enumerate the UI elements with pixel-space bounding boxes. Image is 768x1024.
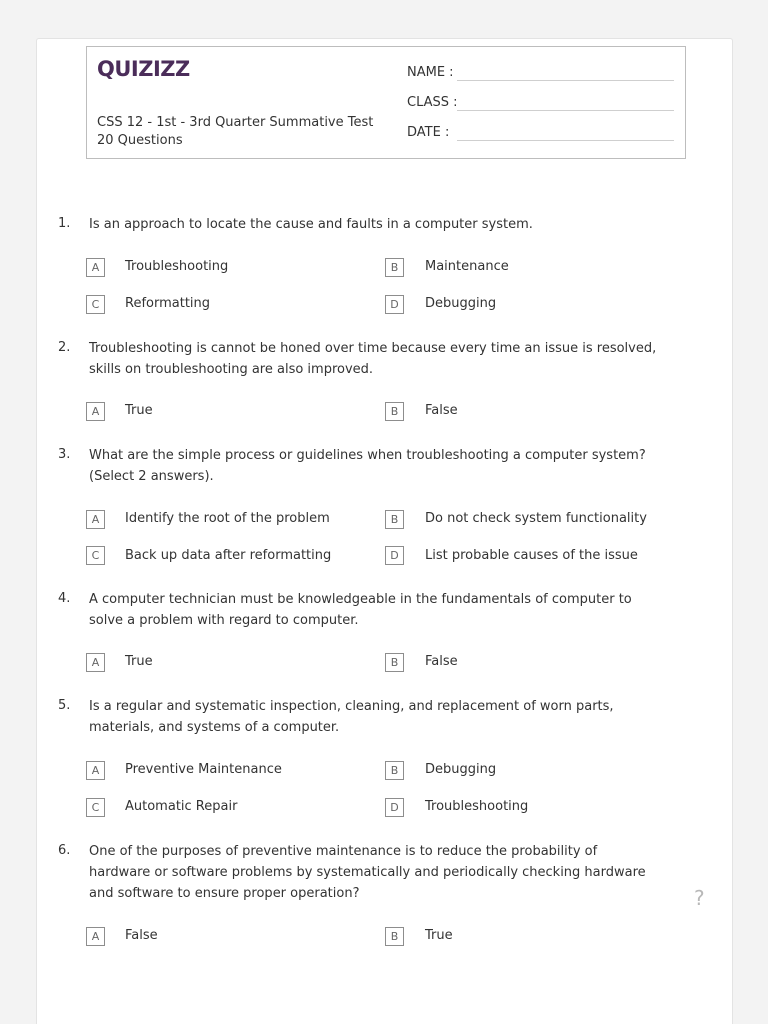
option-letter-box[interactable]: C: [86, 546, 105, 565]
question-text: A computer technician must be knowledgeable in the fundamentals of computer to solve a problem with regard to computer.: [89, 592, 632, 628]
option-text: Troubleshooting: [425, 799, 529, 814]
quizizz-logo: QUIZIZZ: [97, 57, 190, 81]
option-text: Reformatting: [125, 296, 211, 311]
option-letter-box[interactable]: C: [86, 798, 105, 817]
option-letter-box[interactable]: A: [86, 927, 105, 946]
name-line[interactable]: [457, 80, 674, 81]
option-text: Debugging: [425, 296, 497, 311]
option-text: List probable causes of the issue: [425, 548, 638, 563]
date-label: DATE :: [407, 125, 450, 140]
option-text: Preventive Maintenance: [125, 762, 282, 777]
question-text: Is a regular and systematic inspection, cleaning, and replacement of worn parts, materials, and systems of a computer.: [89, 699, 614, 735]
option-letter-box[interactable]: B: [385, 402, 404, 421]
class-line[interactable]: [457, 110, 674, 111]
option-letter-box[interactable]: A: [86, 258, 105, 277]
option-text: False: [425, 654, 458, 669]
date-line[interactable]: [457, 140, 674, 141]
question-text: What are the simple process or guidelines when troubleshooting a computer system? (Select 2 answers).: [89, 448, 646, 484]
question-count: 20 Questions: [97, 133, 183, 148]
question-number: 3.: [58, 447, 71, 462]
name-label: NAME :: [407, 65, 454, 80]
option-text: False: [125, 928, 158, 943]
option-text: False: [425, 403, 458, 418]
option-letter-box[interactable]: D: [385, 546, 404, 565]
option-letter-box[interactable]: A: [86, 653, 105, 672]
option-letter-box[interactable]: B: [385, 510, 404, 529]
question-number: 5.: [58, 698, 71, 713]
option-letter-box[interactable]: B: [385, 927, 404, 946]
option-text: Identify the root of the problem: [125, 511, 330, 526]
option-letter-box[interactable]: B: [385, 653, 404, 672]
question-number: 6.: [58, 843, 71, 858]
option-letter-box[interactable]: B: [385, 258, 404, 277]
option-letter-box[interactable]: A: [86, 402, 105, 421]
option-text: Troubleshooting: [125, 259, 229, 274]
worksheet-header: [86, 46, 686, 159]
option-text: Maintenance: [425, 259, 509, 274]
test-title: CSS 12 - 1st - 3rd Quarter Summative Test: [97, 115, 374, 130]
help-icon[interactable]: ?: [694, 886, 705, 910]
option-letter-box[interactable]: C: [86, 295, 105, 314]
option-letter-box[interactable]: A: [86, 761, 105, 780]
option-letter-box[interactable]: D: [385, 798, 404, 817]
option-text: True: [125, 654, 153, 669]
option-text: Do not check system functionality: [425, 511, 647, 526]
question-number: 4.: [58, 591, 71, 606]
question-text: One of the purposes of preventive maintenance is to reduce the probability of hardware or software problems by systematically and periodically checking hardware and software to ensure proper operation?: [89, 844, 646, 901]
option-letter-box[interactable]: D: [385, 295, 404, 314]
question-number: 2.: [58, 340, 71, 355]
option-letter-box[interactable]: A: [86, 510, 105, 529]
option-letter-box[interactable]: B: [385, 761, 404, 780]
question-text: Is an approach to locate the cause and faults in a computer system.: [89, 217, 533, 232]
question-text: Troubleshooting is cannot be honed over time because every time an issue is resolved, skills on troubleshooting are also improved.: [89, 341, 657, 377]
option-text: True: [425, 928, 453, 943]
question-number: 1.: [58, 216, 71, 231]
class-label: CLASS :: [407, 95, 458, 110]
option-text: True: [125, 403, 153, 418]
option-text: Automatic Repair: [125, 799, 238, 814]
option-text: Debugging: [425, 762, 497, 777]
option-text: Back up data after reformatting: [125, 548, 332, 563]
